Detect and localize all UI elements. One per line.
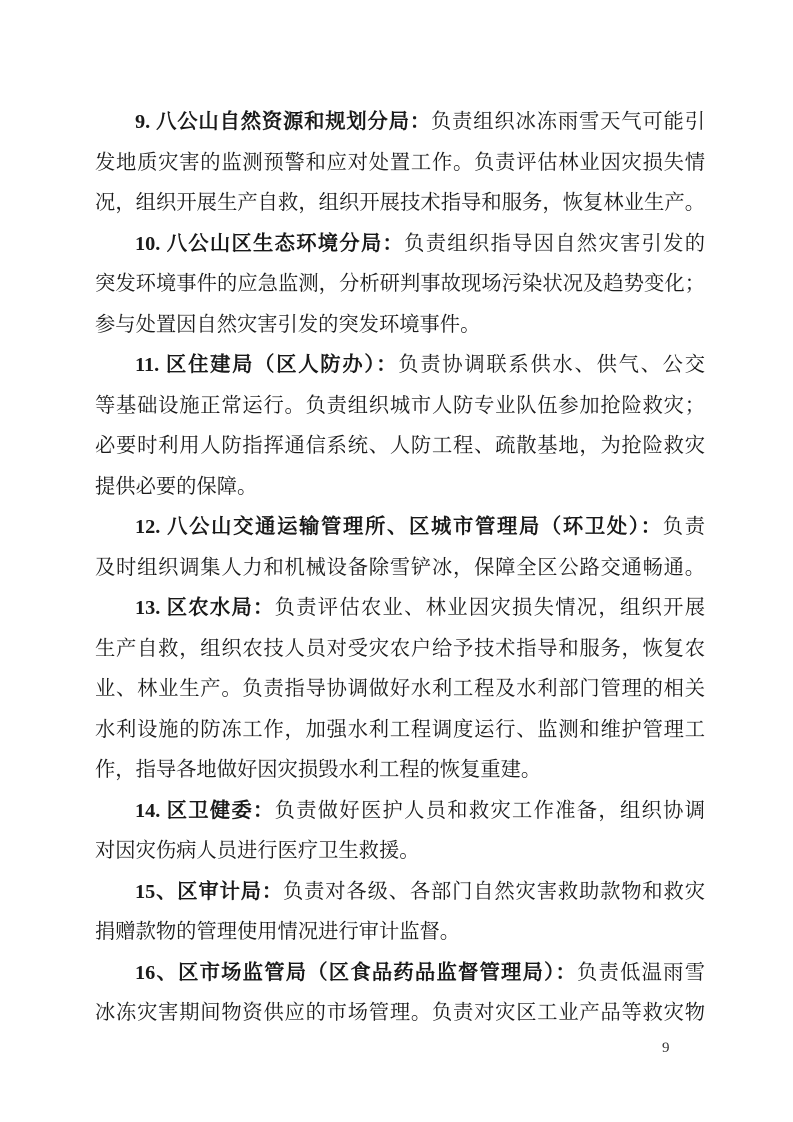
line-text: 发地质灾害的监测预警和应对处置工作。负责评估林业因灾损失情 xyxy=(95,151,705,174)
document-line xyxy=(95,629,705,670)
section-heading: 15、区审计局： xyxy=(135,880,283,903)
line-text: 必要时利用人防指挥通信系统、人防工程、疏散基地，为抢险救灾 xyxy=(95,435,705,457)
line-text: 提供必要的保障。 xyxy=(95,475,258,498)
section-item-13 xyxy=(95,588,705,791)
document-line xyxy=(95,507,705,548)
line-text: 突发环境事件的应急监测，分析研判事故现场污染状况及趋势变化； xyxy=(95,273,705,295)
line-text: 况，组织开展生产自救，组织开展技术指导和服务，恢复林业生产。 xyxy=(95,192,705,214)
section-item-12 xyxy=(95,507,705,588)
document-line xyxy=(95,993,705,1034)
line-text: 负责 xyxy=(662,516,705,538)
document-line xyxy=(95,548,705,589)
section-item-11 xyxy=(95,345,705,507)
document-line xyxy=(95,467,705,508)
section-heading: 16、区市场监管局（区食品药品监督管理局）： xyxy=(135,961,578,984)
section-heading: 12. 八公山交通运输管理所、区城市管理局（环卫处）： xyxy=(135,516,663,538)
line-text: 负责低温雨雪 xyxy=(577,961,705,984)
line-text: 负责组织冰冻雨雪天气可能引 xyxy=(431,111,705,133)
line-text: 生产自救，组织农技人员对受灾农户给予技术指导和服务，恢复农 xyxy=(95,637,705,660)
line-text: 业、林业生产。负责指导协调做好水利工程及水利部门管理的相关 xyxy=(95,678,705,700)
document-text-block xyxy=(95,102,705,1034)
section-heading: 10. 八公山区生态环境分局： xyxy=(135,232,405,255)
line-text: 负责做好医护人员和救灾工作准备，组织协调 xyxy=(274,799,705,822)
document-line xyxy=(95,426,705,467)
line-text: 作，指导各地做好因灾损毁水利工程的恢复重建。 xyxy=(95,759,542,781)
line-text: 冰冻灾害期间物资供应的市场管理。负责对灾区工业产品等救灾物 xyxy=(95,1002,705,1024)
line-text: 参与处置因自然灾害引发的突发环境事件。 xyxy=(95,313,481,336)
section-item-16 xyxy=(95,953,705,1034)
line-text: 水利设施的防冻工作，加强水利工程调度运行、监测和维护管理工 xyxy=(95,718,705,741)
section-item-10 xyxy=(95,224,705,346)
document-line xyxy=(95,669,705,710)
document-line xyxy=(95,588,705,629)
line-text: 对因灾伤病人员进行医疗卫生救援。 xyxy=(95,840,420,862)
section-item-14 xyxy=(95,791,705,872)
document-line xyxy=(95,183,705,224)
document-line xyxy=(95,710,705,751)
document-line xyxy=(95,264,705,305)
document-line xyxy=(95,953,705,994)
section-heading: 9. 八公山自然资源和规划分局： xyxy=(135,111,431,133)
document-line xyxy=(95,224,705,265)
document-line xyxy=(95,386,705,427)
line-text: 及时组织调集人力和机械设备除雪铲冰，保障全区公路交通畅通。 xyxy=(95,556,705,579)
document-line xyxy=(95,102,705,143)
line-text: 负责对各级、各部门自然灾害救助款物和救灾 xyxy=(283,880,705,903)
line-text: 捐赠款物的管理使用情况进行审计监督。 xyxy=(95,921,461,943)
section-heading: 13. 区农水局： xyxy=(135,597,275,619)
document-line xyxy=(95,750,705,791)
line-text: 负责组织指导因自然灾害引发的 xyxy=(404,232,705,255)
document-line xyxy=(95,143,705,184)
section-heading: 14. 区卫健委： xyxy=(135,799,275,822)
document-line xyxy=(95,305,705,346)
line-text: 负责协调联系供水、供气、公交 xyxy=(398,354,705,376)
page-number: 9 xyxy=(662,1040,670,1056)
section-item-15 xyxy=(95,872,705,953)
section-item-9 xyxy=(95,102,705,224)
document-line xyxy=(95,791,705,832)
document-line xyxy=(95,831,705,872)
section-heading: 11. 区住建局（区人防办）： xyxy=(135,354,399,376)
document-line xyxy=(95,345,705,386)
document-line xyxy=(95,872,705,913)
line-text: 负责评估农业、林业因灾损失情况，组织开展 xyxy=(274,597,705,619)
line-text: 等基础设施正常运行。负责组织城市人防专业队伍参加抢险救灾； xyxy=(95,394,705,417)
document-line xyxy=(95,912,705,953)
